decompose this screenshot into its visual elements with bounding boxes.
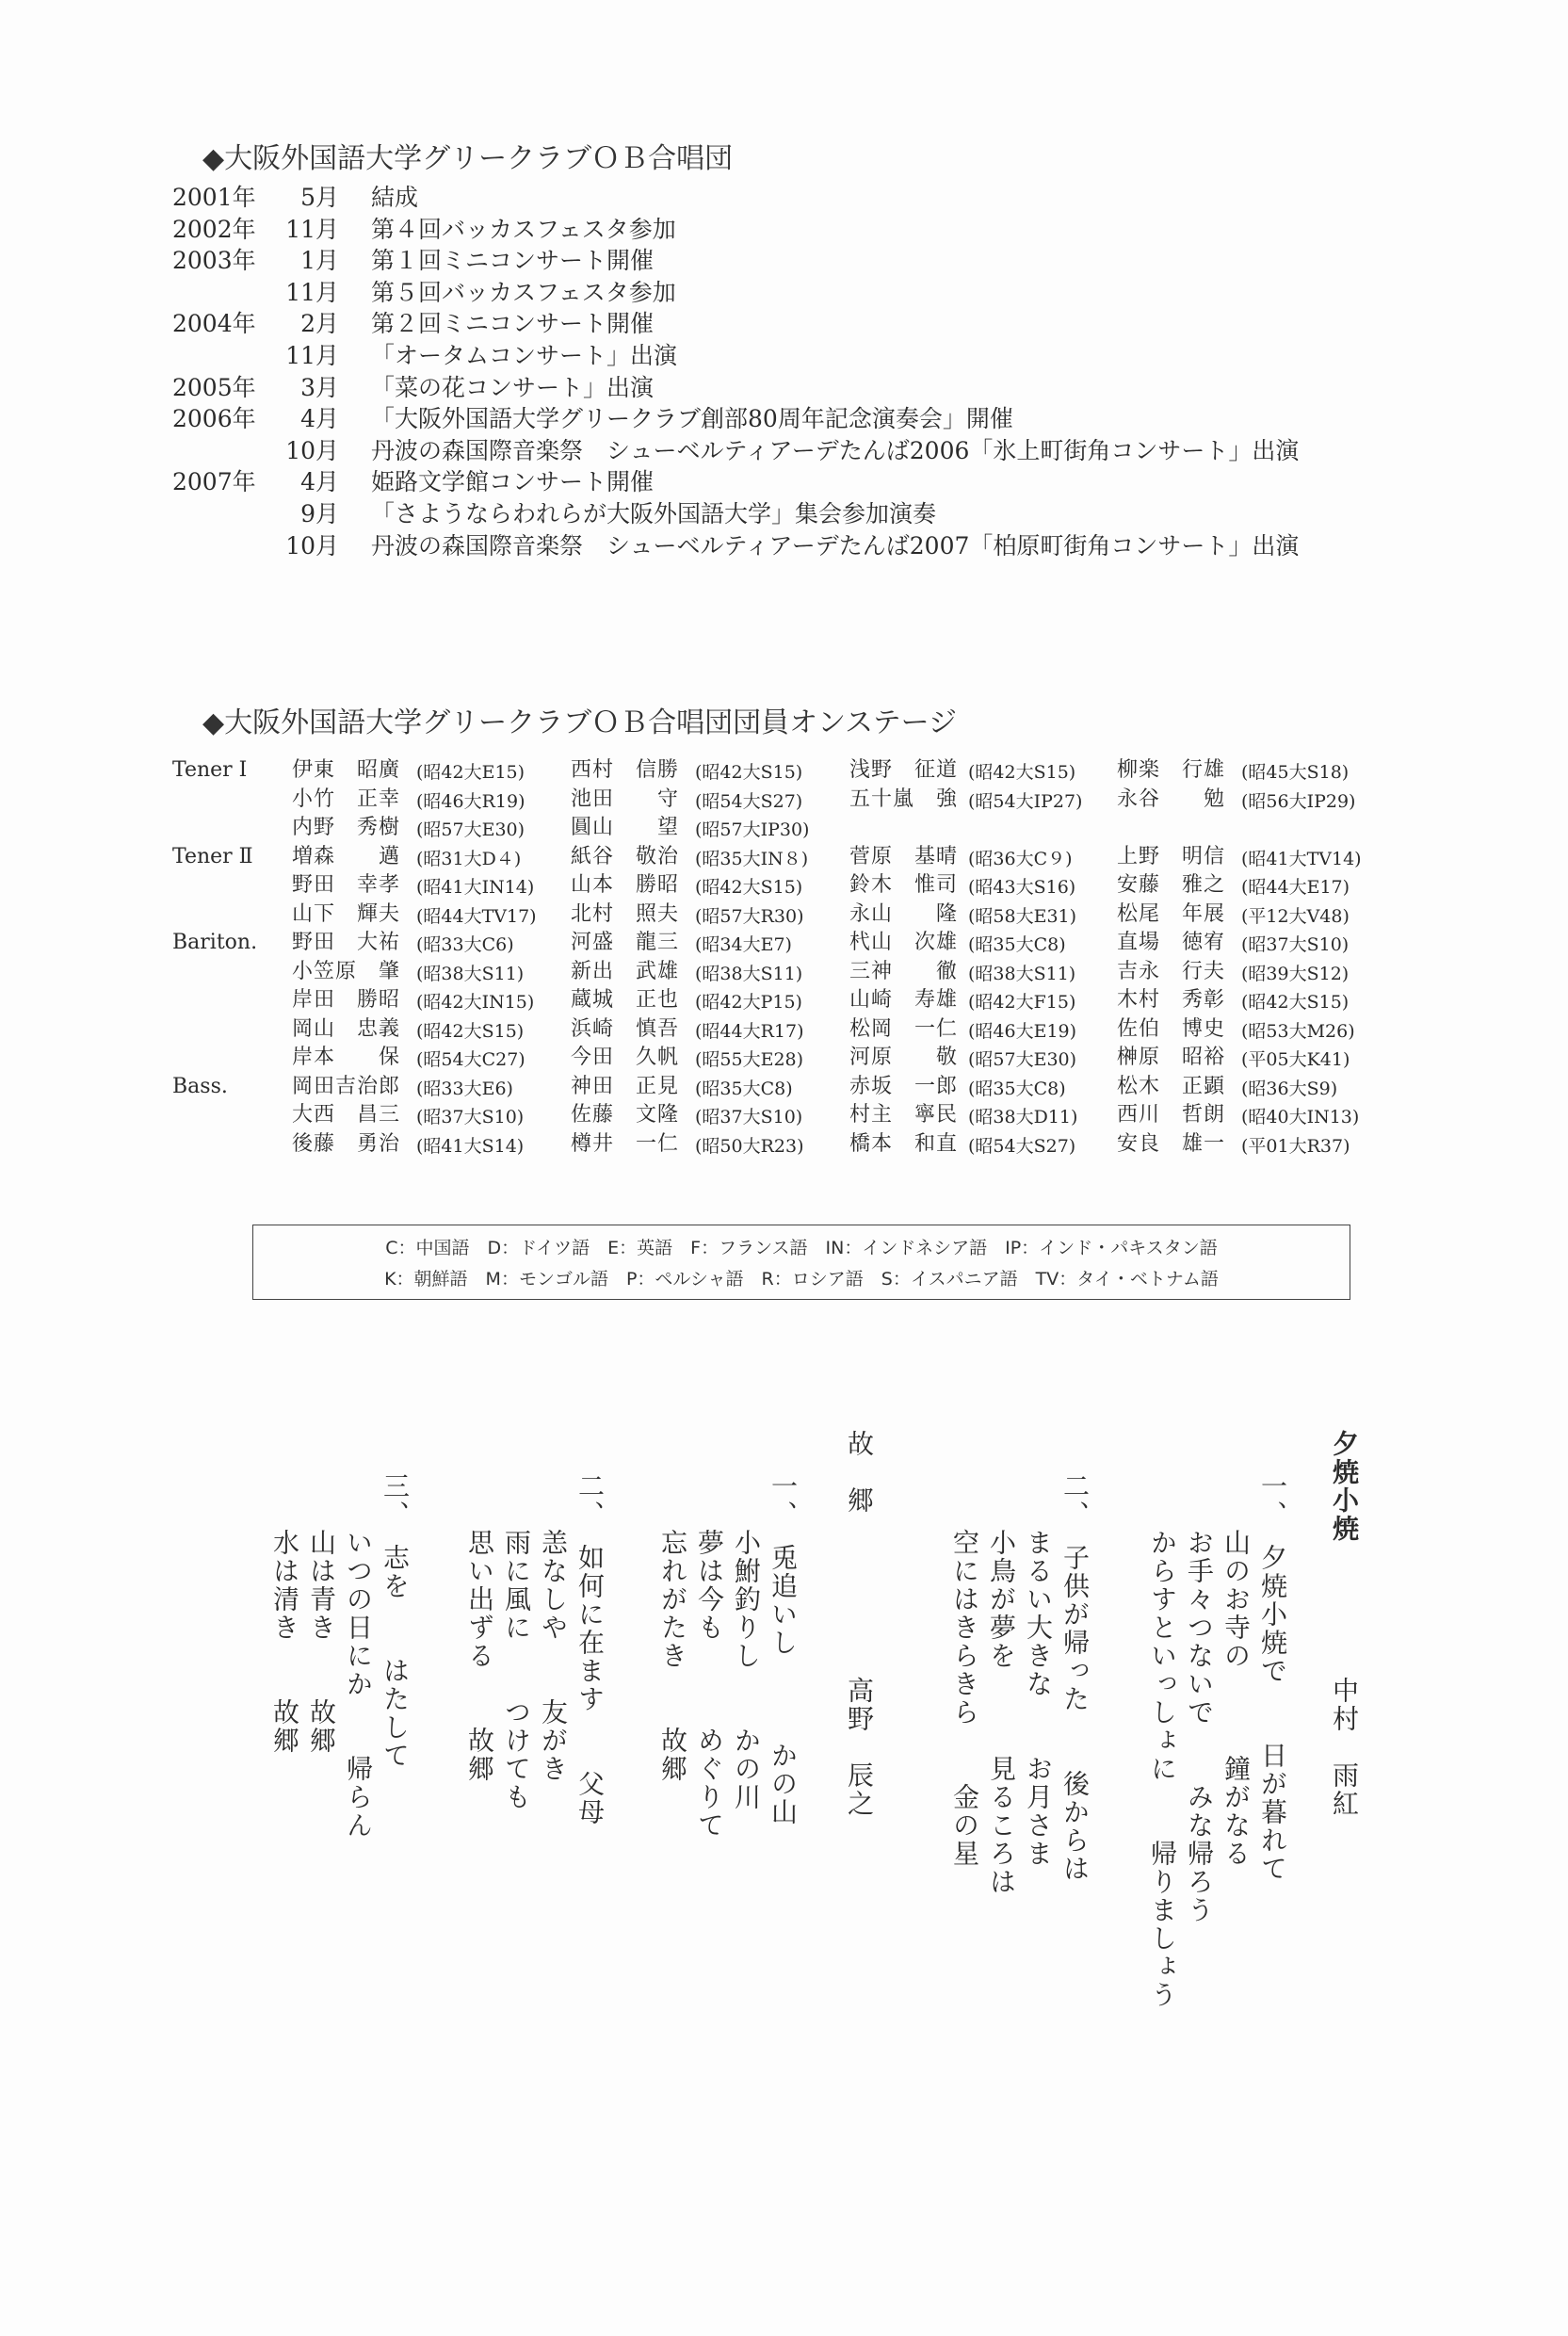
member-entry [292, 958, 571, 987]
history-row [172, 214, 1299, 246]
member-entry [571, 786, 849, 815]
member-entry [292, 900, 571, 930]
member-row [172, 814, 1390, 843]
history-year [172, 340, 262, 372]
member-entry [1117, 900, 1390, 930]
member-name: 岡田吉治郎 [292, 1074, 401, 1098]
member-name: 岸本 保 [292, 1046, 401, 1069]
history-event: 姫路文学館コンサート開催 [371, 468, 655, 496]
history-year: 2005年 [172, 373, 256, 401]
song-verse: 三、 志を はたして いつの日にか 帰らん 山は青き 故郷 水は清き 故郷 [269, 1472, 411, 1840]
voice-part: Tener Ⅰ [172, 758, 248, 782]
member-class: (昭31大D４) [416, 848, 522, 869]
member-name: 佐藤 文隆 [571, 1103, 680, 1127]
member-name: 小笠原 肇 [292, 959, 401, 983]
member-entry [1117, 871, 1390, 900]
legend-line: K：朝鮮語 M：モンゴル語 P：ペルシャ語 R：ロシア語 S：イスパニア語 TV：タイ・ベトナム語 [384, 1269, 1219, 1290]
member-entry [1117, 1015, 1390, 1045]
member-class: (昭44大TV17) [416, 905, 537, 927]
member-entry [849, 756, 1117, 786]
member-entry [1117, 1101, 1390, 1130]
member-class: (昭42大S15) [1241, 992, 1350, 1013]
history-event: 第５回バッカスフェスタ参加 [371, 278, 676, 306]
history-row [172, 403, 1299, 435]
member-entry [849, 1130, 1117, 1160]
history-event: 「さようならわれらが大阪外国語大学」集会参加演奏 [371, 499, 937, 527]
member-name: 上野 明信 [1117, 844, 1226, 868]
history-year [172, 435, 262, 467]
member-name: 浅野 征道 [849, 758, 959, 782]
history-month: 10月 [285, 436, 339, 464]
voice-part [172, 871, 292, 900]
member-entry [292, 1015, 571, 1045]
member-class: (昭53大M26) [1241, 1020, 1355, 1042]
member-row [172, 958, 1390, 987]
member-class: (昭38大S11) [968, 963, 1076, 984]
member-row [172, 843, 1390, 872]
member-entry [571, 871, 849, 900]
member-class: (昭54大S27) [695, 790, 803, 812]
member-name: 松木 正顕 [1117, 1074, 1226, 1098]
member-class: (昭38大S11) [695, 963, 803, 984]
member-name: 永谷 勉 [1117, 787, 1226, 811]
members-table [172, 756, 1390, 1159]
member-row [172, 756, 1390, 786]
song-title-furusato: 故 郷 [844, 1430, 875, 1515]
member-class: (昭44大E17) [1241, 877, 1350, 898]
member-entry [571, 1044, 849, 1073]
history-title: ◆大阪外国語大学グリークラブＯＢ合唱団 [202, 142, 734, 175]
member-name: 山本 勝昭 [571, 873, 680, 897]
history-year: 2001年 [172, 184, 256, 211]
member-name: 野田 大祐 [292, 931, 401, 954]
member-name: 浜崎 慎吾 [571, 1016, 680, 1041]
history-year [172, 530, 262, 562]
member-entry [849, 871, 1117, 900]
song-title-yuyake: 夕焼小焼 [1329, 1430, 1360, 1543]
member-name: 五十嵐 強 [849, 787, 959, 811]
member-entry [292, 1130, 571, 1160]
member-class: (昭46大E19) [968, 1020, 1077, 1042]
member-class: (昭37大S10) [695, 1107, 803, 1127]
member-name: 松尾 年展 [1117, 901, 1226, 926]
member-row [172, 1044, 1390, 1073]
member-row [172, 1015, 1390, 1045]
history-year: 2007年 [172, 468, 256, 496]
voice-part: Bass. [172, 1074, 228, 1098]
history-row [172, 372, 1299, 404]
member-class: (昭57大E30) [968, 1049, 1077, 1070]
member-entry [292, 843, 571, 872]
member-class: (昭41大TV14) [1241, 848, 1362, 869]
history-event: 「大阪外国語大学グリークラブ創部80周年記念演奏会」開催 [371, 405, 1013, 433]
history-row [172, 277, 1299, 309]
member-name: 小竹 正幸 [292, 787, 401, 811]
member-name: 岡山 忠義 [292, 1016, 401, 1041]
voice-part [172, 814, 292, 843]
member-entry [571, 958, 849, 987]
history-event: 第１回ミニコンサート開催 [371, 247, 655, 275]
member-class: (昭50大R23) [695, 1135, 804, 1157]
member-row [172, 1130, 1390, 1160]
member-name: 樽井 一仁 [571, 1131, 680, 1156]
member-entry [1117, 786, 1390, 815]
voice-part [172, 1044, 292, 1073]
member-name: 安藤 雅之 [1117, 873, 1226, 897]
member-name: 圓山 望 [571, 816, 680, 839]
member-name: 増森 邁 [292, 844, 401, 868]
member-name: 西村 信勝 [571, 758, 680, 782]
history-month: 4月 [300, 468, 339, 496]
history-month: 11月 [285, 215, 339, 243]
history-year [172, 498, 262, 530]
member-name: 神田 正見 [571, 1074, 680, 1098]
member-entry [1117, 1044, 1390, 1073]
member-entry [292, 929, 571, 958]
member-name: 今田 久帆 [571, 1046, 680, 1069]
member-entry [571, 900, 849, 930]
members-title: ◆大阪外国語大学グリークラブＯＢ合唱団団員オンステージ [202, 706, 957, 739]
history-list [172, 182, 1299, 561]
member-entry [571, 986, 849, 1015]
member-entry [849, 929, 1117, 958]
member-class: (昭56大IP29) [1241, 790, 1356, 812]
member-class: (昭41大IN14) [416, 877, 535, 898]
member-entry [571, 1015, 849, 1045]
member-class: (昭38大S11) [416, 963, 525, 984]
member-name: 佐伯 博史 [1117, 1016, 1226, 1041]
song-author-furusato: 高野 辰之 [844, 1677, 875, 1818]
member-entry [849, 1073, 1117, 1102]
member-row [172, 900, 1390, 930]
member-class: (昭42大S15) [695, 762, 803, 783]
history-month: 9月 [300, 499, 339, 527]
member-name: 河盛 龍三 [571, 931, 680, 954]
history-row [172, 498, 1299, 530]
member-class: (平12大V48) [1241, 905, 1350, 927]
member-class: (昭37大S10) [1241, 934, 1350, 955]
member-class: (昭57大IP30) [695, 819, 810, 840]
history-event: 「オータムコンサート」出演 [371, 341, 678, 369]
member-name: 内野 秀樹 [292, 816, 401, 839]
member-class: (昭34大E7) [695, 934, 792, 955]
member-entry [1117, 986, 1390, 1015]
member-class: (昭33大E6) [416, 1078, 513, 1099]
member-name: 紙谷 敬治 [571, 844, 680, 868]
member-class: (昭42大E15) [416, 762, 525, 783]
voice-part [172, 958, 292, 987]
member-name: 三神 徹 [849, 959, 959, 983]
member-name: 西川 哲朗 [1117, 1103, 1226, 1127]
member-class: (昭45大S18) [1241, 762, 1350, 783]
history-year [172, 277, 262, 309]
history-month: 4月 [300, 405, 339, 433]
member-entry [1117, 1073, 1390, 1102]
member-name: 吉永 行夫 [1117, 959, 1226, 983]
member-name: 杙山 次雄 [849, 931, 959, 954]
member-entry [292, 756, 571, 786]
member-name: 大西 昌三 [292, 1103, 401, 1127]
member-name: 橋本 和直 [849, 1131, 959, 1156]
member-name: 赤坂 一郎 [849, 1074, 959, 1098]
member-class: (昭36大C９) [968, 848, 1073, 869]
history-row [172, 245, 1299, 277]
member-entry [849, 986, 1117, 1015]
member-name: 鈴木 惟司 [849, 873, 959, 897]
history-month: 11月 [285, 341, 339, 369]
member-name: 菅原 基晴 [849, 844, 959, 868]
member-row [172, 929, 1390, 958]
member-entry [292, 1073, 571, 1102]
history-row [172, 340, 1299, 372]
member-entry [571, 843, 849, 872]
member-class: (昭44大R17) [695, 1020, 804, 1042]
member-name: 野田 幸孝 [292, 873, 401, 897]
history-month: 2月 [300, 310, 339, 338]
member-name: 後藤 勇治 [292, 1131, 401, 1156]
history-row [172, 466, 1299, 498]
member-class: (昭46大R19) [416, 790, 525, 812]
history-month: 3月 [300, 373, 339, 401]
member-entry [571, 1073, 849, 1102]
member-name: 山崎 寿雄 [849, 988, 959, 1012]
member-class: (昭54大IP27) [968, 790, 1083, 812]
member-row [172, 1101, 1390, 1130]
member-name: 伊東 昭廣 [292, 758, 401, 782]
member-class: (昭42大F15) [968, 992, 1076, 1013]
voice-part [172, 1130, 292, 1160]
member-class: (平01大R37) [1241, 1135, 1350, 1157]
history-year: 2003年 [172, 247, 256, 275]
member-name: 池田 守 [571, 787, 680, 811]
song-verse: 二、 如何に在ます 父母 恙なしや 友がき 雨に風に つけても 思い出ずる 故郷 [464, 1472, 606, 1826]
member-row [172, 786, 1390, 815]
voice-part: Tener Ⅱ [172, 844, 253, 868]
history-month: 5月 [300, 184, 339, 211]
member-entry [292, 986, 571, 1015]
song-author-yuyake: 中村 雨紅 [1329, 1677, 1360, 1818]
member-entry [1117, 958, 1390, 987]
voice-part [172, 986, 292, 1015]
voice-part [172, 1101, 292, 1130]
history-event: 丹波の森国際音楽祭 シューベルティアーデたんば2006「氷上町街角コンサート」出演 [371, 436, 1300, 464]
member-class: (昭40大IN13) [1241, 1107, 1360, 1127]
history-event: 第４回バッカスフェスタ参加 [371, 215, 676, 243]
language-legend [252, 1225, 1350, 1300]
member-name: 村主 寧民 [849, 1103, 959, 1127]
member-class: (昭36大S9) [1241, 1078, 1338, 1099]
member-row [172, 1073, 1390, 1102]
history-event: 第２回ミニコンサート開催 [371, 310, 655, 338]
history-row [172, 435, 1299, 467]
member-entry [849, 900, 1117, 930]
member-class: (昭57大R30) [695, 905, 804, 927]
member-entry [571, 929, 849, 958]
member-name: 松岡 一仁 [849, 1016, 959, 1041]
member-class: (昭57大E30) [416, 819, 525, 840]
voice-part: Bariton. [172, 931, 258, 954]
member-entry [292, 1101, 571, 1130]
member-class: (昭39大S12) [1241, 963, 1350, 984]
history-row [172, 308, 1299, 340]
member-entry [292, 1044, 571, 1073]
history-month: 1月 [300, 247, 339, 275]
member-entry [849, 843, 1117, 872]
history-row [172, 182, 1299, 214]
member-class: (昭58大E31) [968, 905, 1077, 927]
member-entry [571, 756, 849, 786]
member-name: 木村 秀彰 [1117, 988, 1226, 1012]
history-month: 10月 [285, 531, 339, 560]
member-class: (平05大K41) [1241, 1049, 1350, 1070]
member-entry [292, 814, 571, 843]
member-class: (昭55大E28) [695, 1049, 804, 1070]
member-name: 安良 雄一 [1117, 1131, 1226, 1156]
member-entry [292, 871, 571, 900]
member-entry [849, 1015, 1117, 1045]
history-row [172, 530, 1299, 562]
member-row [172, 871, 1390, 900]
member-entry [1117, 843, 1390, 872]
member-name: 柳楽 行雄 [1117, 758, 1226, 782]
song-verse: 一、 夕焼小焼で 日が暮れて 山のお寺の 鐘がなる お手々つないで みな帰ろう からすといっしょに 帰りましょう [1147, 1472, 1288, 2009]
member-class: (昭35大C8) [968, 934, 1066, 955]
member-name: 蔵城 正也 [571, 988, 680, 1012]
member-class: (昭41大S14) [416, 1135, 525, 1157]
legend-line: C：中国語 D：ドイツ語 E：英語 F：フランス語 IN：インドネシア語 IP：インド・パキスタン語 [385, 1238, 1218, 1258]
member-class: (昭43大S16) [968, 877, 1076, 898]
member-name: 新出 武雄 [571, 959, 680, 983]
history-event: 「菜の花コンサート」出演 [371, 373, 655, 401]
member-class: (昭35大C8) [968, 1078, 1066, 1099]
voice-part [172, 786, 292, 815]
voice-part [172, 900, 292, 930]
member-entry [1117, 756, 1390, 786]
voice-part [172, 1015, 292, 1045]
member-name: 岸田 勝昭 [292, 988, 401, 1012]
history-year: 2002年 [172, 215, 256, 243]
member-entry [571, 814, 849, 843]
member-class: (昭54大S27) [968, 1135, 1076, 1157]
member-class: (昭42大S15) [695, 877, 803, 898]
history-event: 結成 [371, 184, 419, 211]
history-month: 11月 [285, 278, 339, 306]
member-name: 山下 輝夫 [292, 901, 401, 926]
member-class: (昭33大C6) [416, 934, 514, 955]
member-entry [571, 1130, 849, 1160]
member-class: (昭42大S15) [968, 762, 1076, 783]
member-class: (昭35大IN８) [695, 848, 809, 869]
member-name: 河原 敬 [849, 1046, 959, 1069]
member-class: (昭42大S15) [416, 1020, 525, 1042]
member-class: (昭54大C27) [416, 1049, 525, 1070]
member-class: (昭42大IN15) [416, 992, 535, 1013]
member-entry [1117, 1130, 1390, 1160]
history-year: 2004年 [172, 310, 256, 338]
member-row [172, 986, 1390, 1015]
history-year: 2006年 [172, 405, 256, 433]
member-name: 直場 徳宥 [1117, 931, 1226, 954]
member-class: (昭38大D11) [968, 1107, 1078, 1127]
member-entry [849, 786, 1117, 815]
member-entry [849, 1101, 1117, 1130]
member-class: (昭37大S10) [416, 1107, 525, 1127]
member-entry [849, 1044, 1117, 1073]
song-verse: 二、 子供が帰った 後からは まるい大きな お月さま 小鳥が夢を 見るころは 空にはきらきら 金の星 [949, 1472, 1091, 1896]
member-name: 永山 隆 [849, 901, 959, 926]
member-name: 北村 照夫 [571, 901, 680, 926]
song-verse: 一、 兎追いし かの山 小鮒釣りし かの川 夢は今も めぐりて 忘れがたき 故郷 [657, 1472, 799, 1840]
member-name: 榊原 昭裕 [1117, 1046, 1226, 1069]
history-event: 丹波の森国際音楽祭 シューベルティアーデたんば2007「柏原町街角コンサート」出演 [371, 531, 1300, 560]
member-entry [849, 958, 1117, 987]
member-class: (昭35大C8) [695, 1078, 793, 1099]
member-entry [1117, 929, 1390, 958]
member-entry [571, 1101, 849, 1130]
member-class: (昭42大P15) [695, 992, 802, 1013]
member-entry [292, 786, 571, 815]
